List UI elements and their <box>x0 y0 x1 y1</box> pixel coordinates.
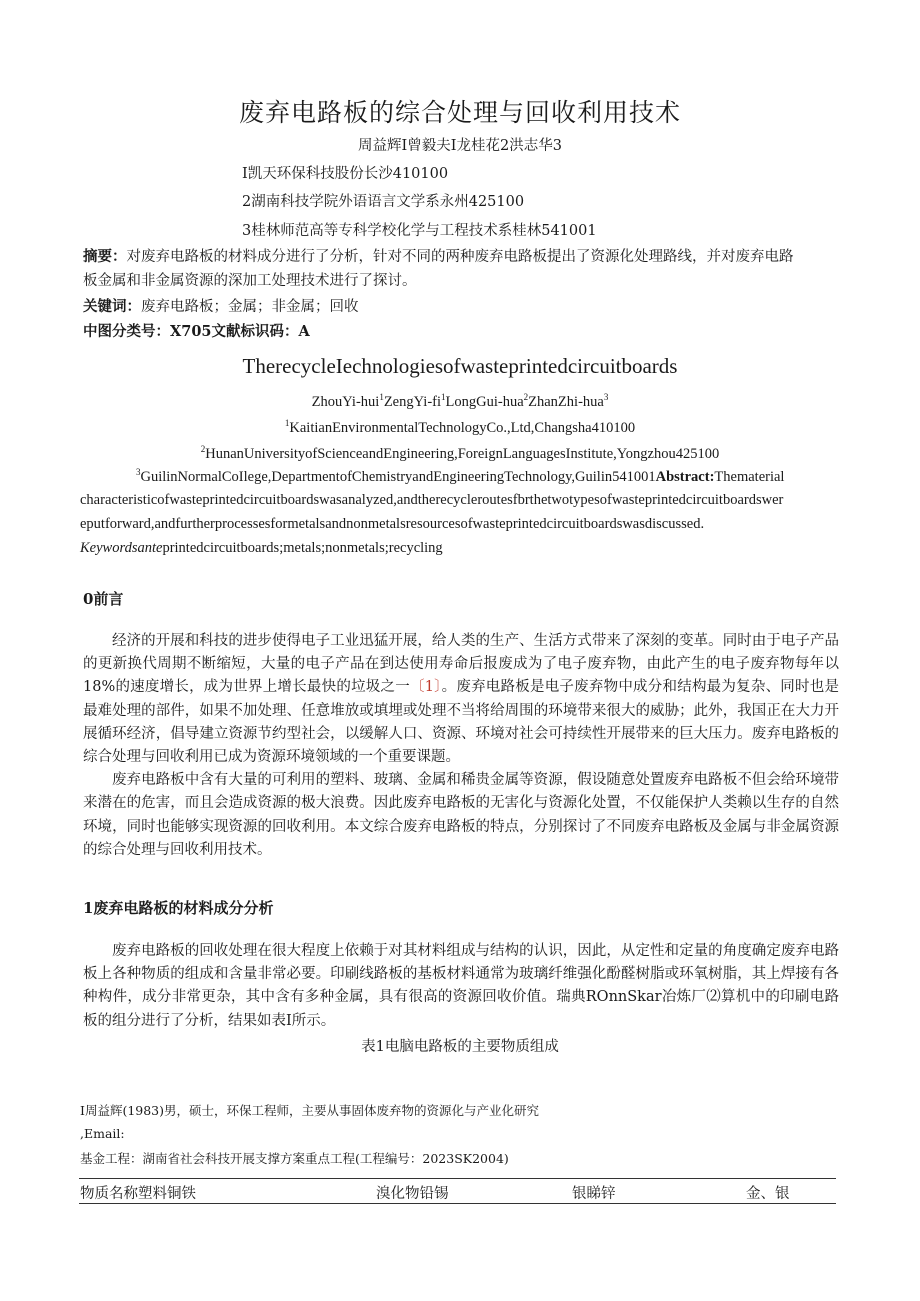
table-1-caption: 表1电脑电路板的主要物质组成 <box>361 1039 559 1055</box>
authors-en <box>0 392 920 411</box>
section-1-paragraph-1: 废弃电路板的回收处理在很大程度上依赖于对其材料组成与结构的认识，因此，从定性和定量的角度确定废弃电路板上各种物质的组成和含量非常必要。印刷线路板的基板材料通常为玻璃纤维强化酚醛树脂或环氧树脂，其上焊接有各种构件，成分非常更杂，其中含有多种金属，具有很高的资源回收价值。瑞典ROnnSkar冶炼厂⑵算机中的印刷电路板的组分进行了分析，结果如表I所示。 <box>83 943 839 1029</box>
abstract-cn-line2: 板金属和非金属资源的深加工处理技术进行了探讨。 <box>83 273 417 289</box>
table-header-col-1: 物质名称塑料铜铁 <box>80 1186 196 1202</box>
table-header-col-2: 溴化物铅锡 <box>376 1186 449 1202</box>
author-en-4-sup: 3 <box>603 392 609 402</box>
author-en-3: LongGui-hua <box>445 393 524 410</box>
affiliation-en-2 <box>0 444 920 463</box>
abstract-text: 对废弃电路板的材料成分进行了分析，针对不同的两种废弃电路板提出了资源化处理路线，并对废弃电路 <box>126 249 794 265</box>
author-en-1-sup: 1 <box>379 392 384 402</box>
footnote-author: I周益辉(1983)男，硕士，环保工程师，主要从事固体废弃物的资源化与产业化研究 <box>80 1103 540 1118</box>
section-0-paragraph-1 <box>83 630 839 769</box>
abstract-en-label: Abstract: <box>655 468 715 485</box>
affiliation-cn-1: I凯天环保科技股份长沙410100 <box>242 166 449 182</box>
affiliation-en-3-sup: 3 <box>136 467 141 477</box>
abstract-en-line3: eputforward,andfurtherprocessesformetalsandnonmetalsresourcesofwasteprintedcircuitboardswasdiscussed. <box>80 516 705 532</box>
author-en-1: ZhouYi-hui <box>311 393 380 410</box>
paper-title-cn: 废弃电路板的综合处理与回收利用技术 <box>238 98 681 127</box>
paper-title-en: TherecycleIechnologiesofwasteprintedcircuitboards <box>242 354 678 378</box>
author-en-2: ZengYi-fi <box>383 393 442 410</box>
affiliation-en-1-sup: 1 <box>284 418 290 428</box>
table-top-rule <box>79 1178 836 1179</box>
section-1-heading: 1废弃电路板的材料成分分析 <box>83 899 274 917</box>
keywords-text: 废弃电路板；金属；非金属；回收 <box>141 299 359 315</box>
affiliation-en-2-text: HunanUniversityofScienceandEngineering,ForeignLanguagesInstitute,Yongzhou425100 <box>205 445 720 462</box>
section-0-body <box>83 630 839 862</box>
section-0-heading: 0前言 <box>83 590 124 608</box>
affiliation-cn-2: 2湖南科技学院外语语言文学系永州425100 <box>242 194 525 210</box>
keywords-label: 关键词： <box>83 298 141 315</box>
author-en-2-sup: 1 <box>441 392 446 402</box>
keywords-en <box>80 540 443 557</box>
section-1-body <box>83 940 839 1033</box>
table-header-col-3: 银睇锌 <box>572 1186 616 1202</box>
keywords-en-text: printedcircuitboards;metals;nonmetals;recycling <box>162 540 443 556</box>
footnote-fund: 基金工程：湖南省社会科技开展支撑方案重点工程(工程编号：2023SK2004) <box>80 1151 509 1166</box>
section-0-paragraph-1-text: 经济的开展和科技的进步使得电子工业迅猛开展，给人类的生产、生活方式带来了深刻的变革。同时由于电子产品的更新换代周期不断缩短，大量的电子产品在到达使用寿命后报废成为了电子废弃物，由此产生的电子废弃物每年以18%的速度增长，成为世界上增长最快的垃圾之一 <box>83 633 839 696</box>
section-0-paragraph-1-rest: 。废弃电路板是电子废弃物中成分和结构最为复杂、同时也是最难处理的部件，如果不加处理、任意堆放或填埋或处理不当将给周围的环境带来很大的威胁；此外，我国正在大力开展循环经济，倡导建立资源节约型社会，以缓解人口、资源、环境对社会可持续性开展带来的巨大压力。废弃电路板的综合处理与回收利用已成为资源环境领域的一个重要课题。 <box>83 679 839 766</box>
keywords-en-label: Keywordsante <box>80 540 163 556</box>
affiliation-en-1-text: KaitianEnvironmentalTechnologyCo.,Ltd,Changsha410100 <box>289 419 636 436</box>
abstract-cn <box>83 245 794 266</box>
classification: 中图分类号：X705文献标识码：A <box>83 323 310 340</box>
authors-cn: 周益辉I曾毅夫I龙桂花2洪志华3 <box>358 138 562 154</box>
footnote-email: ,Email: <box>80 1126 125 1141</box>
affiliation-cn-3: 3桂林师范高等专科学校化学与工程技术系桂林541001 <box>242 223 597 239</box>
abstract-en-text-1: Thematerial <box>714 468 785 485</box>
affiliation-en-3-text: GuilinNormalCoIlege,DepartmentofChemistryandEngineeringTechnology,Guilin541001 <box>140 468 656 485</box>
table-header-rule <box>79 1203 836 1204</box>
section-0-paragraph-2: 废弃电路板中含有大量的可利用的塑料、玻璃、金属和稀贵金属等资源，假设随意处置废弃电路板不但会给环境带来潜在的危害，而且会造成资源的极大浪费。因此废弃电路板的无害化与资源化处置，不仅能保护人类赖以生存的自然环境，同时也能够实现资源的回收利用。本文综合废弃电路板的特点，分别探讨了不同废弃电路板及金属与非金属资源的综合处理与回收利用技术。 <box>83 772 839 858</box>
abstract-en-line2: characteristicofwasteprintedcircuitboardswasanalyzed,andtherecycleroutesfbrthetwotypesofwasteprintedcircuitboardswer <box>80 492 784 508</box>
affiliation-en-1 <box>0 418 920 437</box>
affiliation-en-3 <box>136 467 784 486</box>
author-en-4: ZhanZhi-hua <box>528 393 604 410</box>
affiliation-en-2-sup: 2 <box>200 444 206 454</box>
abstract-label: 摘要： <box>83 248 127 265</box>
table-header-col-4: 金、银 <box>746 1186 790 1202</box>
citation-1: 〔1〕 <box>409 679 442 696</box>
author-en-3-sup: 2 <box>523 392 529 402</box>
keywords-cn <box>83 295 359 316</box>
